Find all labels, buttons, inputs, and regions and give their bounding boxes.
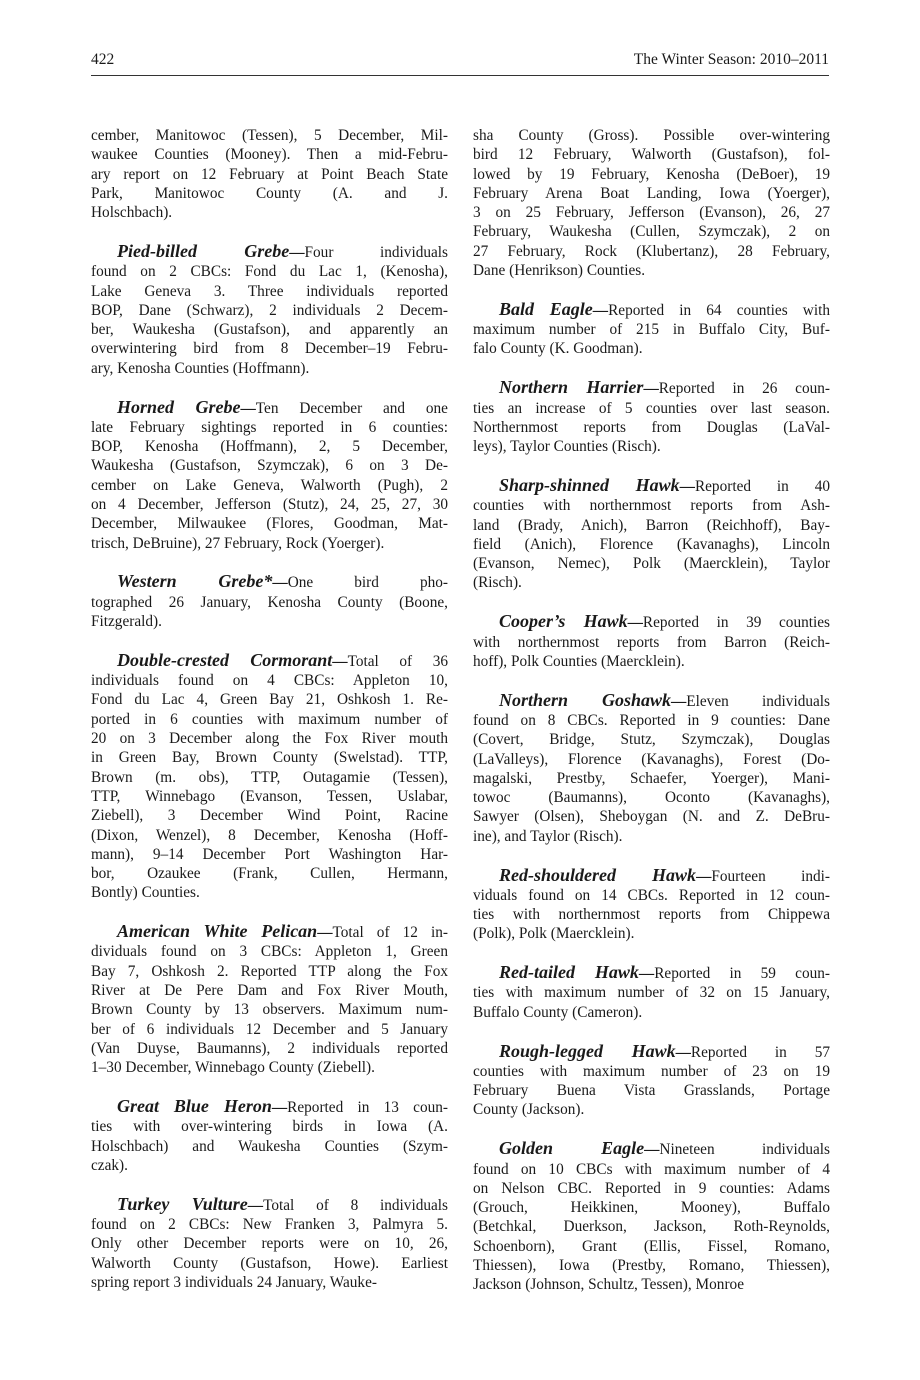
- entry-text-line: Brown (m. obs), TTP, Outagamie (Tessen),: [91, 768, 448, 786]
- text-line: [91, 534, 448, 553]
- text-line: [473, 437, 830, 456]
- text-line: [91, 864, 448, 883]
- entry-text-line: February Arena Boat Landing, Iowa (Yoerger),: [473, 184, 830, 202]
- text-line: [473, 378, 830, 398]
- entry-text-line: Sawyer (Olsen), Sheboygan (N. and Z. DeBru-: [473, 808, 830, 826]
- entry-text-line: ties with over-wintering birds in Iowa (A.: [91, 1118, 448, 1136]
- running-title: The Winter Season: 2010–2011: [633, 51, 829, 68]
- entry-text-line: (Covert, Bridge, Stutz, Szymczak), Douglas: [473, 731, 830, 749]
- species-name: Northern Goshawk: [499, 689, 671, 710]
- entry-text-line: found on 2 CBCs: New Franken 3, Palmyra 5.: [91, 1216, 448, 1234]
- entry-text-line: dividuals found on 3 CBCs: Appleton 1, Green: [91, 943, 448, 961]
- entry-text-line: counties with northernmost reports from Ash-: [473, 497, 830, 515]
- entry-text-line: tographed 26 January, Kenosha County (Boone,: [91, 593, 448, 611]
- entry-text-line: Nineteen individuals: [659, 1141, 830, 1159]
- text-line: [91, 398, 448, 418]
- text-line: [473, 300, 830, 320]
- entry-text-line: Ten December and one: [255, 399, 448, 417]
- page-number: 422: [91, 51, 115, 68]
- entry-text-line: 20 on 3 December along the Fox River mouth: [91, 730, 448, 748]
- text-line: [91, 768, 448, 787]
- entry-text-line: River at De Pere Dam and Fox River Mouth,: [91, 982, 448, 1000]
- em-dash: —: [696, 867, 712, 885]
- text-line: [473, 516, 830, 535]
- entry-text-line: Fitzgerald).: [91, 613, 162, 631]
- text-line: [91, 301, 448, 320]
- text-line: [91, 456, 448, 475]
- text-line: [473, 924, 830, 943]
- text-line: [473, 203, 830, 222]
- entry-text-line: Reported in 26 coun-: [658, 380, 830, 398]
- species-entry-cooper-s-hawk: [473, 612, 830, 671]
- entry-text-line: magalski, Prestby, Schaefer, Yoerger), Mani-: [473, 769, 830, 787]
- entry-text-line: maximum number of 215 in Buffalo City, Buf-: [473, 321, 830, 339]
- em-dash: —: [638, 965, 655, 983]
- species-name: American White Pelican: [117, 921, 318, 942]
- running-head: [91, 48, 829, 72]
- text-line: [91, 514, 448, 533]
- entry-text-line: (Betchkal, Duerkson, Jackson, Roth-Reynolds,: [473, 1218, 830, 1236]
- entry-text-line: ported in 6 counties with maximum number of: [91, 710, 448, 728]
- text-line: [473, 242, 830, 261]
- text-line: [91, 476, 448, 495]
- entry-text-line: field (Anich), Florence (Kavanaghs), Lincoln: [473, 535, 830, 553]
- entry-text-line: Fond du Lac 4, Green Bay 21, Oshkosh 1. Re-: [91, 691, 448, 709]
- entry-text-line: (Polk), Polk (Maercklein).: [473, 925, 635, 943]
- text-line: [91, 962, 448, 981]
- entry-text-line: Holschbach).: [91, 204, 173, 222]
- entry-text-line: (Van Duyse, Baumanns), 2 individuals reported: [91, 1039, 448, 1057]
- text-line: [91, 1156, 448, 1175]
- entry-text-line: on Nelson CBC. Reported in 9 counties: Adams: [473, 1179, 830, 1197]
- species-name: Sharp-shinned Hawk: [499, 474, 680, 495]
- entry-text-line: ber of 6 individuals 12 December and 5 January: [91, 1020, 448, 1038]
- entry-text-line: found on 8 CBCs. Reported in 9 counties: Dane: [473, 711, 830, 729]
- text-line: [91, 942, 448, 961]
- text-line: [473, 535, 830, 554]
- em-dash: —: [644, 1141, 660, 1159]
- text-line: [473, 184, 830, 203]
- header-rule: [91, 75, 829, 76]
- entry-text-line: Reported in 57: [690, 1043, 830, 1061]
- entry-text-line: sha County (Gross). Possible over-wintering: [473, 127, 830, 144]
- entry-text-line: Four individuals: [304, 243, 448, 261]
- text-line: [91, 418, 448, 437]
- text-line: [473, 1003, 830, 1022]
- text-line: [473, 788, 830, 807]
- text-line: [91, 203, 448, 222]
- text-line: [91, 339, 448, 358]
- text-line: [91, 1273, 448, 1292]
- entry-text-line: Jackson (Johnson, Schultz, Tessen), Monroe: [473, 1276, 744, 1294]
- entry-text-line: Walworth County (Gustafson, Howe). Earliest: [91, 1254, 448, 1272]
- entry-text-line: Total of 12 in-: [332, 924, 449, 942]
- text-line: [473, 1217, 830, 1236]
- text-line: [91, 787, 448, 806]
- text-line: [91, 922, 448, 942]
- text-line: [473, 1275, 830, 1294]
- entry-text-line: Buffalo County (Cameron).: [473, 1003, 643, 1021]
- entry-text-line: falo County (K. Goodman).: [473, 340, 643, 358]
- species-name: Golden Eagle: [499, 1138, 645, 1159]
- entry-text-line: Waukesha (Gustafson, Szymczak), 6 on 3 De-: [91, 457, 448, 475]
- text-line: [91, 671, 448, 690]
- entry-text-line: leys), Taylor Counties (Risch).: [473, 438, 661, 456]
- species-name: Cooper’s Hawk: [499, 611, 628, 632]
- entry-text-line: Reported in 40: [694, 477, 830, 495]
- text-line: [91, 883, 448, 902]
- entry-text-line: Reported in 39 counties: [642, 614, 830, 632]
- species-entry-red-shouldered-hawk: [473, 866, 830, 944]
- text-line: [91, 651, 448, 671]
- entry-text-line: ary, Kenosha Counties (Hoffmann).: [91, 359, 310, 377]
- entry-text-line: One bird pho-: [287, 574, 448, 592]
- entry-text-line: Holschbach) and Waukesha Counties (Szym-: [91, 1137, 448, 1155]
- text-line: [91, 593, 448, 612]
- entry-text-line: cember on Lake Geneva, Walworth (Pugh), 2: [91, 476, 448, 494]
- entry-text-line: Lake Geneva 3. Three individuals reported: [91, 282, 448, 300]
- entry-text-line: mann), 9–14 December Port Washington Har-: [91, 845, 448, 863]
- text-line: [91, 1195, 448, 1215]
- em-dash: —: [317, 924, 333, 942]
- text-line: [473, 1062, 830, 1081]
- entry-text-line: trisch, DeBruine), 27 February, Rock (Yoerger).: [91, 534, 385, 552]
- entry-text-line: Northernmost reports from Douglas (LaVal-: [473, 418, 830, 436]
- text-line: [473, 711, 830, 730]
- entry-text-line: towoc (Baumanns), Oconto (Kavanaghs),: [473, 789, 830, 807]
- text-line: [473, 554, 830, 573]
- text-line: [91, 1234, 448, 1253]
- text-line: [91, 282, 448, 301]
- text-line: [91, 359, 448, 378]
- species-entry-bald-eagle: [473, 300, 830, 359]
- text-line: [473, 399, 830, 418]
- text-line: [91, 1058, 448, 1077]
- text-line: [473, 1042, 830, 1062]
- em-dash: —: [592, 301, 609, 319]
- entry-text-line: overwintering bird from 8 December–19 Febru-: [91, 340, 448, 358]
- entry-text-line: ties with northernmost reports from Chippewa: [473, 906, 830, 924]
- entry-text-line: (Dixon, Wenzel), 8 December, Kenosha (Hoff-: [91, 826, 448, 844]
- text-line: [91, 1020, 448, 1039]
- entry-text-line: on 4 December, Jefferson (Stutz), 24, 25, 27, 30: [91, 496, 448, 514]
- text-line: [473, 730, 830, 749]
- entry-text-line: lowed by 19 February, Kenosha (DeBoer), 19: [473, 165, 830, 183]
- text-line: [473, 807, 830, 826]
- entry-text-line: counties with maximum number of 23 on 19: [473, 1062, 830, 1080]
- entry-text-line: hoff), Polk Counties (Maercklein).: [473, 652, 685, 670]
- text-line: [91, 262, 448, 281]
- species-entry-american-white-pelican: [91, 922, 448, 1077]
- text-line: [91, 126, 448, 145]
- entry-text-line: Eleven individuals: [686, 692, 830, 710]
- entry-text-line: waukee Counties (Mooney). Then a mid-Febru-: [91, 146, 448, 164]
- text-line: [473, 496, 830, 515]
- text-line: [473, 261, 830, 280]
- em-dash: —: [627, 614, 643, 632]
- em-dash: —: [271, 1099, 288, 1117]
- text-line: [91, 1254, 448, 1273]
- text-line: [473, 145, 830, 164]
- entry-text-line: Only other December reports were on 10, 26,: [91, 1235, 448, 1253]
- species-name: Great Blue Heron: [117, 1096, 272, 1117]
- text-line: [473, 691, 830, 711]
- text-line: [91, 710, 448, 729]
- species-name: Red-shouldered Hawk: [499, 864, 697, 885]
- text-line: [91, 495, 448, 514]
- text-line: [91, 748, 448, 767]
- text-line: [473, 750, 830, 769]
- entry-text-line: 1–30 December, Winnebago County (Ziebell).: [91, 1059, 375, 1077]
- text-line: [91, 1117, 448, 1136]
- entry-text-line: BOP, Dane (Schwarz), 2 individuals 2 Decem-: [91, 301, 448, 319]
- entry-text-line: (LaValleys), Florence (Kavanaghs), Forest (Do-: [473, 750, 830, 768]
- species-name: Pied-billed Grebe: [117, 240, 290, 261]
- entry-text-line: Total of 36: [347, 652, 448, 670]
- entry-text-line: ine), and Taylor (Risch).: [473, 827, 623, 845]
- entry-text-line: Fourteen indi-: [711, 867, 830, 885]
- species-entry-horned-grebe: [91, 398, 448, 553]
- species-name: Horned Grebe: [117, 396, 241, 417]
- text-line: [91, 690, 448, 709]
- entry-text-line: Reported in 13 coun-: [287, 1099, 448, 1117]
- entry-text-line: ber, Waukesha (Gustafson), and apparently an: [91, 321, 448, 339]
- entry-text-line: December, Milwaukee (Flores, Goodman, Mat-: [91, 515, 448, 533]
- entry-text-line: 27 February, Rock (Klubertanz), 28 February,: [473, 242, 830, 260]
- text-line: [473, 165, 830, 184]
- entry-text-line: (Risch).: [473, 574, 522, 592]
- entry-continuation: [91, 126, 448, 222]
- em-dash: —: [272, 574, 288, 592]
- text-line: [473, 1179, 830, 1198]
- entry-text-line: with northernmost reports from Barron (Reich-: [473, 633, 830, 651]
- text-line: [473, 320, 830, 339]
- species-name: Double-crested Cormorant: [117, 649, 333, 670]
- text-line: [91, 826, 448, 845]
- species-entry-northern-goshawk: [473, 691, 830, 846]
- entry-text-line: bor, Ozaukee (Frank, Cullen, Hermann,: [91, 865, 448, 883]
- entry-text-line: TTP, Winnebago (Evanson, Tessen, Uslabar,: [91, 787, 448, 805]
- em-dash: —: [332, 652, 348, 670]
- text-line: [473, 769, 830, 788]
- em-dash: —: [670, 692, 687, 710]
- left-column: [91, 126, 448, 1312]
- entry-text-line: Brown County by 13 observers. Maximum num-: [91, 1001, 448, 1019]
- text-line: [473, 866, 830, 886]
- text-line: [473, 1100, 830, 1119]
- entry-text-line: found on 2 CBCs: Fond du Lac 1, (Kenosha),: [91, 263, 448, 281]
- entry-text-line: land (Brady, Anich), Barron (Reichhoff), Bay-: [473, 516, 830, 534]
- entry-text-line: late February sightings reported in 6 counties:: [91, 418, 448, 436]
- species-entry-northern-harrier: [473, 378, 830, 456]
- entry-text-line: Bontly) Counties.: [91, 884, 200, 902]
- entry-text-line: cember, Manitowoc (Tessen), 5 December, Mil-: [91, 127, 448, 144]
- text-line: [91, 1000, 448, 1019]
- text-line: [91, 806, 448, 825]
- entry-text-line: Park, Manitowoc County (A. and J.: [91, 184, 448, 202]
- entry-text-line: Bay 7, Oshkosh 2. Reported TTP along the Fox: [91, 962, 448, 980]
- text-line: [473, 905, 830, 924]
- species-name: Turkey Vulture: [117, 1193, 248, 1214]
- species-name: Red-tailed Hawk: [499, 962, 639, 983]
- text-line: [473, 652, 830, 671]
- right-column: [473, 126, 830, 1314]
- entry-text-line: February Buena Vista Grasslands, Portage: [473, 1082, 830, 1100]
- text-line: [473, 418, 830, 437]
- entry-text-line: ties an increase of 5 counties over last season.: [473, 399, 830, 417]
- entry-text-line: County (Jackson).: [473, 1101, 585, 1119]
- species-entry-great-blue-heron: [91, 1097, 448, 1175]
- text-line: [91, 242, 448, 262]
- text-line: [473, 886, 830, 905]
- text-line: [473, 573, 830, 592]
- text-line: [473, 1198, 830, 1217]
- entry-text-line: ary report on 12 February at Point Beach State: [91, 165, 448, 183]
- em-dash: —: [679, 477, 695, 495]
- text-line: [91, 1097, 448, 1117]
- species-name: Western Grebe*: [117, 571, 273, 592]
- text-line: [91, 981, 448, 1000]
- text-line: [473, 339, 830, 358]
- text-line: [91, 1039, 448, 1058]
- entry-text-line: Total of 8 individuals: [263, 1196, 448, 1214]
- species-entry-red-tailed-hawk: [473, 963, 830, 1022]
- text-line: [91, 1137, 448, 1156]
- entry-text-line: ties with maximum number of 32 on 15 January,: [473, 984, 830, 1002]
- entry-text-line: Dane (Henrikson) Counties.: [473, 262, 646, 280]
- entry-text-line: 3 on 25 February, Jefferson (Evanson), 26, 27: [473, 204, 830, 222]
- species-name: Rough-legged Hawk: [499, 1040, 676, 1061]
- species-entry-western-grebe: [91, 572, 448, 631]
- entry-text-line: Thiessen), Iowa (Prestby, Romano, Thiessen),: [473, 1257, 830, 1275]
- text-line: [91, 145, 448, 164]
- text-line: [473, 1237, 830, 1256]
- entry-text-line: Ziebell), 3 December Wind Point, Racine: [91, 807, 448, 825]
- entry-text-line: czak).: [91, 1156, 128, 1174]
- text-line: [473, 963, 830, 983]
- entry-text-line: individuals found on 4 CBCs: Appleton 10,: [91, 672, 448, 690]
- species-entry-turkey-vulture: [91, 1195, 448, 1292]
- species-name: Bald Eagle: [499, 298, 593, 319]
- entry-text-line: in Green Bay, Brown County (Swelstad). TTP,: [91, 749, 448, 767]
- species-entry-sharp-shinned-hawk: [473, 476, 830, 593]
- text-line: [91, 165, 448, 184]
- entry-continuation: [473, 126, 830, 280]
- text-line: [473, 126, 830, 145]
- entry-text-line: BOP, Kenosha (Hoffmann), 2, 5 December,: [91, 438, 448, 456]
- text-line: [91, 572, 448, 592]
- text-line: [91, 184, 448, 203]
- text-line: [91, 612, 448, 631]
- text-line: [473, 612, 830, 632]
- entry-text-line: February, Waukesha (Cullen, Szymczak), 2 on: [473, 223, 830, 241]
- species-entry-pied-billed-grebe: [91, 242, 448, 378]
- entry-text-line: bird 12 February, Walworth (Gustafson), fol-: [473, 146, 830, 164]
- text-line: [473, 1256, 830, 1275]
- species-name: Northern Harrier: [499, 377, 644, 398]
- em-dash: —: [247, 1196, 264, 1214]
- entry-text-line: Reported in 64 counties with: [608, 301, 830, 319]
- text-line: [473, 983, 830, 1002]
- entry-text-line: found on 10 CBCs with maximum number of 4: [473, 1160, 830, 1178]
- text-line: [91, 437, 448, 456]
- text-line: [473, 476, 830, 496]
- em-dash: —: [289, 243, 305, 261]
- text-line: [473, 827, 830, 846]
- text-line: [91, 729, 448, 748]
- em-dash: —: [675, 1043, 691, 1061]
- entry-text-line: Reported in 59 coun-: [654, 965, 830, 983]
- text-line: [91, 1215, 448, 1234]
- entry-text-line: (Grouch, Heikkinen, Mooney), Buffalo: [473, 1199, 830, 1217]
- species-entry-rough-legged-hawk: [473, 1042, 830, 1120]
- text-line: [473, 1160, 830, 1179]
- entry-text-line: Schoenborn), Grant (Ellis, Fissel, Romano,: [473, 1237, 830, 1255]
- em-dash: —: [643, 380, 659, 398]
- entry-text-line: viduals found on 14 CBCs. Reported in 12 coun-: [473, 886, 830, 904]
- species-entry-double-crested-cormorant: [91, 651, 448, 903]
- text-line: [473, 1139, 830, 1159]
- text-line: [473, 1081, 830, 1100]
- entry-text-line: (Evanson, Nemec), Polk (Maercklein), Taylor: [473, 555, 830, 573]
- entry-text-line: spring report 3 individuals 24 January, Wauke-: [91, 1273, 377, 1291]
- em-dash: —: [240, 399, 256, 417]
- species-entry-golden-eagle: [473, 1139, 830, 1294]
- text-line: [473, 222, 830, 241]
- text-line: [91, 320, 448, 339]
- text-line: [91, 845, 448, 864]
- text-line: [473, 633, 830, 652]
